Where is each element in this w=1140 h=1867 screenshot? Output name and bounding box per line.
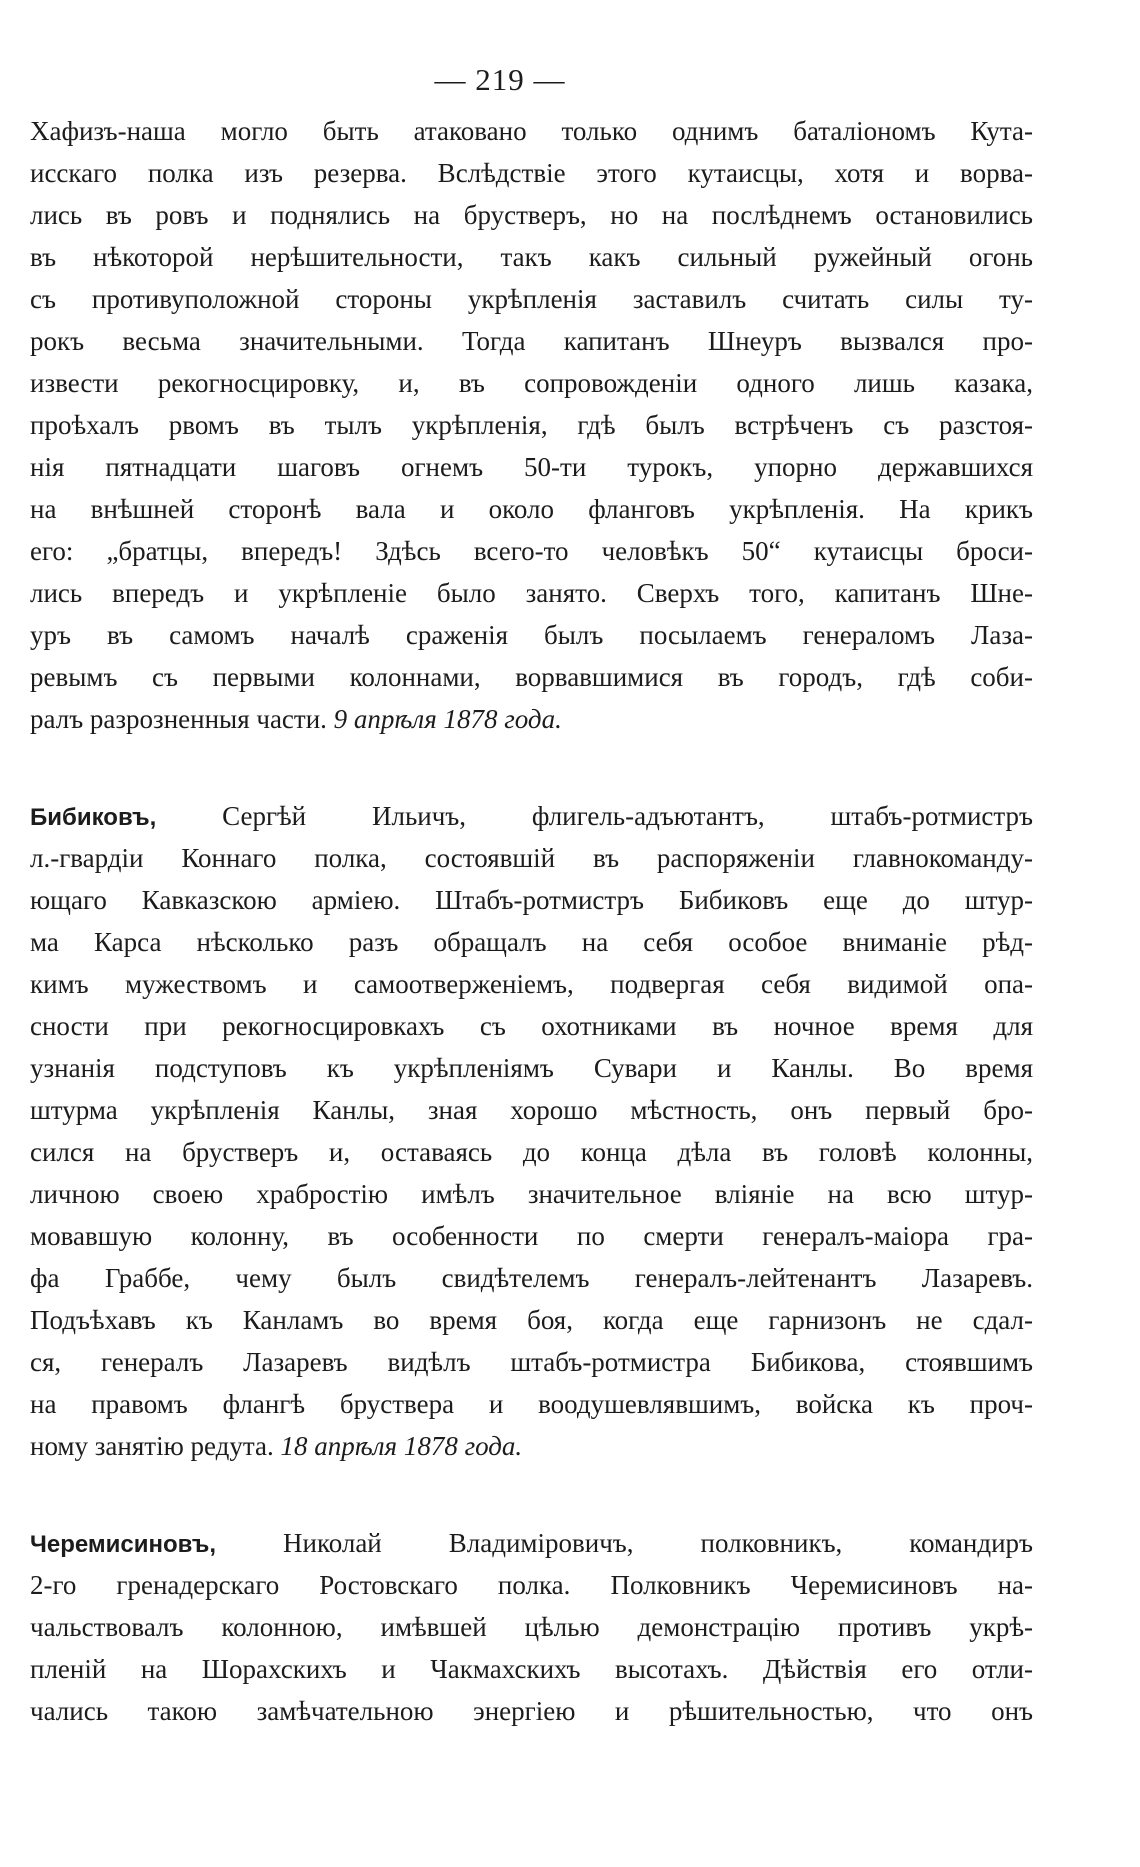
text-line-last [30,1425,1033,1467]
text-line: л.-гвардіи Коннаго полка, состоявшій въ распоряженіи главнокоманду- [30,843,1033,873]
text-line: 2-го гренадерскаго Ростовскаго полка. Полковникъ Черемисиновъ на- [30,1570,1033,1600]
text-line: сился на брустверъ и, оставаясь до конца дѣла въ головѣ колонны, [30,1137,1033,1167]
paragraph-shneur [30,110,1033,740]
text-line: на внѣшней сторонѣ вала и около фланговъ укрѣпленія. На крикъ [30,494,1033,524]
text-line: лись въ ровъ и поднялись на брустверъ, но на послѣднемъ остановились [30,200,1033,230]
text-line: кимъ мужествомъ и самоотверженіемъ, подвергая себя видимой опа- [30,969,1033,999]
text-line: уръ въ самомъ началѣ сраженія былъ посылаемъ генераломъ Лаза- [30,620,1033,650]
text-line: чались такою замѣчательною энергіею и рѣшительностью, что онъ [30,1696,1033,1726]
entry-bibikov [30,795,1033,1467]
text-line: ревымъ съ первыми колоннами, ворвавшимися въ городъ, гдѣ соби- [30,662,1033,692]
text-line: Хафизъ-наша могло быть атаковано только однимъ баталіономъ Кута- [30,116,1033,146]
line-text: Сергѣй Ильичъ, флигель-адъютантъ, штабъ-ротмистръ [222,801,1033,831]
entry-date: 9 апрѣля 1878 года. [333,704,562,734]
text-line: извести рекогносцировку, и, въ сопровожденіи одного лишь казака, [30,368,1033,398]
text-line-last [30,698,1033,740]
text-line: исскаго полка изъ резерва. Вслѣдствіе этого кутаисцы, хотя и ворва- [30,158,1033,188]
entry-first-line [30,795,1033,837]
text-line: въ нѣкоторой нерѣшительности, такъ какъ сильный ружейный огонь [30,242,1033,272]
text-line: пленій на Шорахскихъ и Чакмахскихъ высотахъ. Дѣйствія его отли- [30,1654,1033,1684]
text-line: фа Граббе, чему былъ свидѣтелемъ генералъ-лейтенантъ Лазаревъ. [30,1263,1033,1293]
line-text: ному занятію редута. [30,1431,274,1461]
text-line: сности при рекогносцировкахъ съ охотниками въ ночное время для [30,1011,1033,1041]
text-line: нія пятнадцати шаговъ огнемъ 50-ти турокъ, упорно державшихся [30,452,1033,482]
entry-name: Бибиковъ, [30,804,157,831]
text-line: чальствовалъ колонною, имѣвшей цѣлью демонстрацію противъ укрѣ- [30,1612,1033,1642]
text-line: его: „братцы, впередъ! Здѣсь всего-то человѣкъ 50“ кутаисцы броси- [30,536,1033,566]
text-line: ся, генералъ Лазаревъ видѣлъ штабъ-ротмистра Бибикова, стоявшимъ [30,1347,1033,1377]
entry-date: 18 апрѣля 1878 года. [280,1431,523,1461]
text-line: ющаго Кавказскою арміею. Штабъ-ротмистръ Бибиковъ еще до штур- [30,885,1033,915]
entry-cheremisinov [30,1522,1033,1732]
text-line: рокъ весьма значительными. Тогда капитанъ Шнеуръ вызвался про- [30,326,1033,356]
entry-name: Черемисиновъ, [30,1531,216,1558]
text-line: съ противуположной стороны укрѣпленія заставилъ считать силы ту- [30,284,1033,314]
entry-first-line [30,1522,1033,1564]
text-line: лись впередъ и укрѣпленіе было занято. Сверхъ того, капитанъ Шне- [30,578,1033,608]
line-text: ралъ разрозненныя части. [30,704,327,734]
text-line: Подъѣхавъ къ Канламъ во время боя, когда еще гарнизонъ не сдал- [30,1305,1033,1335]
page-number: — 219 — [434,62,566,97]
text-line: личною своею храбростію имѣлъ значительное вліяніе на всю штур- [30,1179,1033,1209]
line-text: Николай Владиміровичъ, полковникъ, командиръ [283,1528,1034,1558]
text-line: штурма укрѣпленія Канлы, зная хорошо мѣстность, онъ первый бро- [30,1095,1033,1125]
text-line: на правомъ флангѣ бруствера и воодушевлявшимъ, войска къ проч- [30,1389,1033,1419]
text-line: мовавшую колонну, въ особенности по смерти генералъ-маіора гра- [30,1221,1033,1251]
text-line: узнанія подступовъ къ укрѣпленіямъ Сувари и Канлы. Во время [30,1053,1033,1083]
text-line: проѣхалъ рвомъ въ тылъ укрѣпленія, гдѣ былъ встрѣченъ съ разстоя- [30,410,1033,440]
text-line: ма Карса нѣсколько разъ обращалъ на себя особое вниманіе рѣд- [30,927,1033,957]
